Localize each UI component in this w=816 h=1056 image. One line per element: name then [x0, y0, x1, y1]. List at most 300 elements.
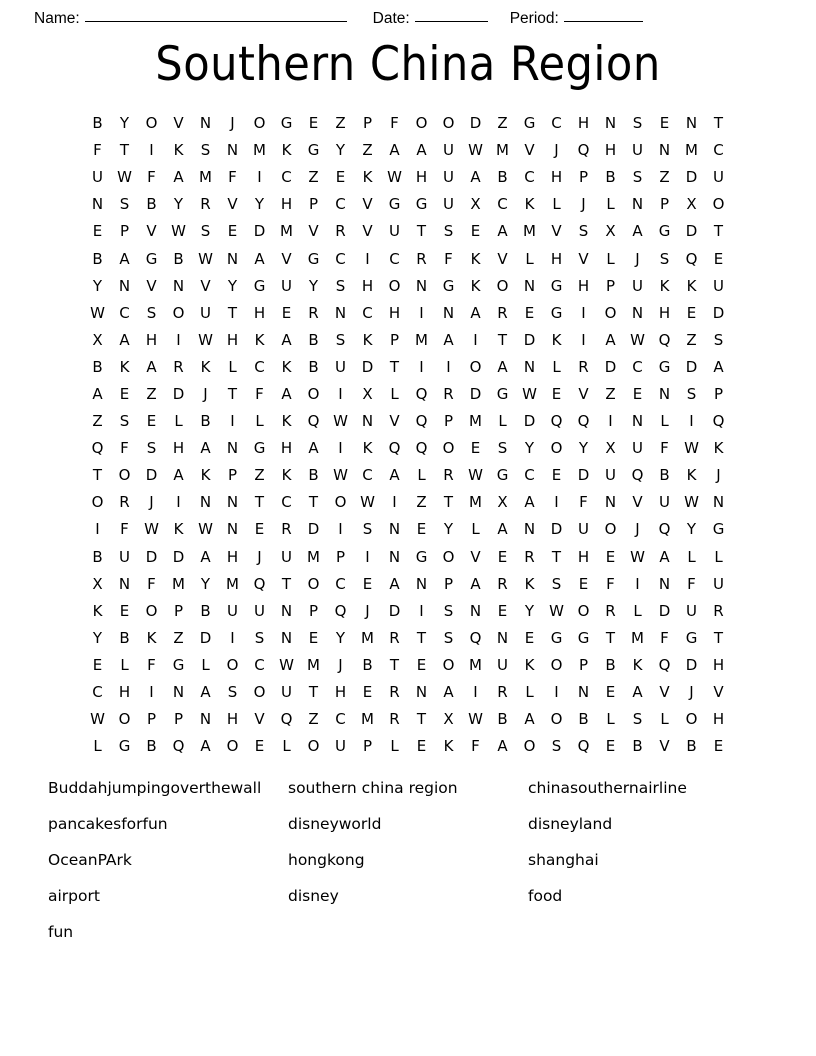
grid-cell[interactable]: V [146, 222, 157, 241]
grid-cell[interactable]: C [551, 114, 562, 133]
grid-cell[interactable]: R [497, 574, 508, 593]
grid-cell[interactable]: T [551, 547, 562, 566]
grid-cell[interactable]: O [118, 466, 131, 485]
grid-cell[interactable]: P [389, 330, 400, 349]
grid-cell[interactable]: B [578, 710, 589, 729]
grid-cell[interactable]: T [713, 222, 724, 241]
grid-cell[interactable]: K [524, 195, 535, 214]
grid-cell[interactable]: W [684, 493, 699, 512]
word-list-item[interactable]: shanghai [528, 851, 599, 869]
grid-cell[interactable]: E [605, 737, 616, 756]
grid-cell[interactable]: A [119, 249, 130, 268]
grid-cell[interactable]: F [147, 655, 156, 674]
grid-cell[interactable]: R [389, 683, 400, 702]
grid-cell[interactable]: F [660, 439, 669, 458]
grid-cell[interactable]: I [176, 493, 181, 512]
grid-cell[interactable]: C [524, 466, 535, 485]
grid-cell[interactable]: V [281, 249, 292, 268]
grid-cell[interactable]: V [713, 683, 724, 702]
grid-cell[interactable]: Q [388, 439, 401, 458]
grid-cell[interactable]: A [443, 330, 454, 349]
grid-cell[interactable]: H [577, 276, 590, 295]
grid-cell[interactable]: L [525, 683, 534, 702]
grid-cell[interactable]: X [470, 195, 481, 214]
grid-cell[interactable]: N [91, 195, 104, 214]
grid-cell[interactable]: E [92, 655, 103, 674]
grid-cell[interactable]: J [689, 683, 694, 702]
grid-cell[interactable]: E [146, 412, 157, 431]
grid-cell[interactable]: P [713, 384, 724, 403]
grid-cell[interactable]: Y [119, 114, 130, 133]
grid-cell[interactable]: N [658, 574, 671, 593]
grid-cell[interactable]: E [605, 683, 616, 702]
name-write-line[interactable] [85, 21, 347, 22]
grid-cell[interactable]: C [119, 303, 130, 322]
grid-cell[interactable]: K [443, 737, 454, 756]
period-write-line[interactable] [564, 21, 643, 22]
grid-cell[interactable]: W [630, 547, 645, 566]
grid-cell[interactable]: N [172, 276, 185, 295]
grid-cell[interactable]: Z [335, 114, 346, 133]
grid-cell[interactable]: K [713, 439, 724, 458]
grid-cell[interactable]: L [417, 466, 426, 485]
grid-cell[interactable]: H [550, 168, 563, 187]
grid-cell[interactable]: U [281, 683, 292, 702]
grid-cell[interactable]: L [714, 547, 723, 566]
grid-cell[interactable]: P [308, 601, 319, 620]
grid-cell[interactable]: N [199, 493, 212, 512]
grid-cell[interactable]: D [361, 357, 374, 376]
grid-cell[interactable]: A [281, 384, 292, 403]
grid-cell[interactable]: Z [173, 628, 184, 647]
grid-cell[interactable]: M [361, 628, 374, 647]
grid-cell[interactable]: V [578, 384, 589, 403]
grid-cell[interactable]: B [92, 547, 103, 566]
grid-cell[interactable]: S [551, 737, 562, 756]
grid-cell[interactable]: V [308, 222, 319, 241]
grid-cell[interactable]: Y [524, 601, 535, 620]
grid-cell[interactable]: N [604, 114, 617, 133]
grid-cell[interactable]: R [497, 683, 508, 702]
grid-cell[interactable]: U [713, 276, 724, 295]
grid-cell[interactable]: Q [577, 737, 590, 756]
grid-cell[interactable]: K [281, 141, 292, 160]
grid-cell[interactable]: J [203, 384, 208, 403]
grid-cell[interactable]: N [199, 710, 212, 729]
grid-cell[interactable]: D [388, 601, 401, 620]
grid-cell[interactable]: W [468, 710, 483, 729]
grid-cell[interactable]: E [470, 222, 481, 241]
grid-cell[interactable]: H [172, 439, 185, 458]
grid-cell[interactable]: J [716, 466, 721, 485]
grid-cell[interactable]: M [280, 222, 293, 241]
grid-cell[interactable]: E [254, 520, 265, 539]
grid-cell[interactable]: V [524, 141, 535, 160]
grid-cell[interactable]: E [497, 547, 508, 566]
grid-cell[interactable]: M [226, 574, 239, 593]
grid-cell[interactable]: B [308, 330, 319, 349]
grid-cell[interactable]: W [144, 520, 159, 539]
grid-cell[interactable]: H [280, 439, 293, 458]
grid-cell[interactable]: T [713, 114, 724, 133]
grid-cell[interactable]: R [443, 384, 454, 403]
grid-cell[interactable]: W [90, 710, 105, 729]
grid-cell[interactable]: U [443, 195, 454, 214]
grid-cell[interactable]: V [227, 195, 238, 214]
grid-cell[interactable]: O [118, 710, 131, 729]
grid-cell[interactable]: V [551, 222, 562, 241]
grid-cell[interactable]: S [551, 574, 562, 593]
grid-cell[interactable]: S [713, 330, 724, 349]
grid-cell[interactable]: I [581, 330, 586, 349]
grid-cell[interactable]: B [200, 601, 211, 620]
grid-cell[interactable]: I [473, 330, 478, 349]
grid-cell[interactable]: V [254, 710, 265, 729]
grid-cell[interactable]: A [659, 547, 670, 566]
grid-cell[interactable]: O [712, 195, 725, 214]
grid-cell[interactable]: N [523, 357, 536, 376]
word-list-item[interactable]: southern china region [288, 779, 458, 797]
grid-cell[interactable]: G [523, 114, 536, 133]
grid-cell[interactable]: N [415, 574, 428, 593]
grid-cell[interactable]: K [524, 655, 535, 674]
grid-cell[interactable]: B [308, 466, 319, 485]
grid-cell[interactable]: T [416, 222, 427, 241]
grid-cell[interactable]: M [496, 141, 509, 160]
grid-cell[interactable]: J [257, 547, 262, 566]
grid-cell[interactable]: N [226, 249, 239, 268]
grid-cell[interactable]: S [443, 628, 454, 647]
grid-cell[interactable]: A [497, 222, 508, 241]
grid-cell[interactable]: C [335, 710, 346, 729]
grid-cell[interactable]: P [119, 222, 130, 241]
grid-cell[interactable]: C [632, 357, 643, 376]
grid-cell[interactable]: H [604, 141, 617, 160]
grid-cell[interactable]: O [442, 439, 455, 458]
grid-cell[interactable]: F [120, 520, 129, 539]
grid-cell[interactable]: F [255, 384, 264, 403]
word-list-item[interactable]: disney [288, 887, 339, 905]
grid-cell[interactable]: U [713, 574, 724, 593]
grid-cell[interactable]: H [253, 303, 266, 322]
grid-cell[interactable]: L [660, 710, 669, 729]
grid-cell[interactable]: Z [362, 141, 373, 160]
grid-cell[interactable]: Z [92, 412, 103, 431]
grid-cell[interactable]: U [443, 168, 454, 187]
grid-cell[interactable]: I [176, 330, 181, 349]
grid-cell[interactable]: Z [146, 384, 157, 403]
grid-cell[interactable]: C [524, 168, 535, 187]
grid-cell[interactable]: F [147, 168, 156, 187]
grid-cell[interactable]: C [281, 493, 292, 512]
grid-cell[interactable]: T [308, 493, 319, 512]
grid-cell[interactable]: E [524, 628, 535, 647]
grid-cell[interactable]: N [658, 141, 671, 160]
grid-cell[interactable]: L [174, 412, 183, 431]
grid-cell[interactable]: Q [685, 249, 698, 268]
grid-cell[interactable]: D [469, 114, 482, 133]
grid-cell[interactable]: B [200, 412, 211, 431]
grid-cell[interactable]: F [579, 493, 588, 512]
grid-cell[interactable]: U [605, 466, 616, 485]
grid-cell[interactable]: D [469, 384, 482, 403]
grid-cell[interactable]: O [253, 114, 266, 133]
grid-cell[interactable]: S [119, 195, 130, 214]
grid-cell[interactable]: V [362, 195, 373, 214]
grid-cell[interactable]: N [118, 574, 131, 593]
grid-cell[interactable]: N [658, 384, 671, 403]
grid-cell[interactable]: N [388, 547, 401, 566]
grid-cell[interactable]: P [173, 601, 184, 620]
grid-cell[interactable]: S [146, 439, 157, 458]
grid-cell[interactable]: R [389, 628, 400, 647]
grid-cell[interactable]: L [498, 412, 507, 431]
grid-cell[interactable]: Q [658, 330, 671, 349]
grid-cell[interactable]: I [338, 520, 343, 539]
grid-cell[interactable]: I [257, 168, 262, 187]
grid-cell[interactable]: W [171, 222, 186, 241]
grid-cell[interactable]: H [550, 249, 563, 268]
grid-cell[interactable]: T [227, 384, 238, 403]
grid-cell[interactable]: N [280, 628, 293, 647]
grid-cell[interactable]: H [415, 168, 428, 187]
grid-cell[interactable]: E [308, 114, 319, 133]
word-list-item[interactable]: disneyworld [288, 815, 382, 833]
grid-cell[interactable]: X [686, 195, 697, 214]
grid-cell[interactable]: W [630, 330, 645, 349]
grid-cell[interactable]: A [497, 737, 508, 756]
grid-cell[interactable]: M [253, 141, 266, 160]
grid-cell[interactable]: X [497, 493, 508, 512]
grid-cell[interactable]: N [631, 195, 644, 214]
grid-cell[interactable]: D [145, 466, 158, 485]
grid-cell[interactable]: G [577, 628, 590, 647]
grid-cell[interactable]: Q [280, 710, 293, 729]
grid-cell[interactable]: O [226, 655, 239, 674]
grid-cell[interactable]: B [497, 710, 508, 729]
grid-cell[interactable]: E [551, 384, 562, 403]
grid-cell[interactable]: M [361, 710, 374, 729]
grid-cell[interactable]: A [605, 330, 616, 349]
grid-cell[interactable]: O [307, 737, 320, 756]
grid-cell[interactable]: D [550, 520, 563, 539]
grid-cell[interactable]: L [606, 195, 615, 214]
grid-cell[interactable]: H [361, 276, 374, 295]
grid-cell[interactable]: G [685, 628, 698, 647]
grid-cell[interactable]: T [389, 655, 400, 674]
grid-cell[interactable]: X [92, 574, 103, 593]
grid-cell[interactable]: G [550, 303, 563, 322]
grid-cell[interactable]: P [443, 574, 454, 593]
grid-cell[interactable]: S [686, 384, 697, 403]
grid-cell[interactable]: Q [577, 412, 590, 431]
word-list-item[interactable]: chinasouthernairline [528, 779, 687, 797]
grid-cell[interactable]: W [198, 249, 213, 268]
grid-cell[interactable]: V [659, 683, 670, 702]
grid-cell[interactable]: Q [658, 520, 671, 539]
grid-cell[interactable]: M [631, 628, 644, 647]
grid-cell[interactable]: X [605, 222, 616, 241]
grid-cell[interactable]: A [200, 547, 211, 566]
grid-cell[interactable]: F [228, 168, 237, 187]
grid-cell[interactable]: K [119, 357, 130, 376]
grid-cell[interactable]: D [523, 412, 536, 431]
grid-cell[interactable]: Q [172, 737, 185, 756]
grid-cell[interactable]: D [685, 222, 698, 241]
grid-cell[interactable]: N [280, 601, 293, 620]
grid-cell[interactable]: V [659, 737, 670, 756]
grid-cell[interactable]: Y [335, 628, 346, 647]
grid-cell[interactable]: L [120, 655, 129, 674]
grid-cell[interactable]: D [523, 330, 536, 349]
grid-cell[interactable]: W [387, 168, 402, 187]
grid-cell[interactable]: N [415, 683, 428, 702]
grid-cell[interactable]: P [362, 737, 373, 756]
grid-cell[interactable]: M [307, 547, 320, 566]
grid-cell[interactable]: G [118, 737, 131, 756]
grid-cell[interactable]: N [388, 520, 401, 539]
grid-cell[interactable]: E [497, 601, 508, 620]
grid-cell[interactable]: H [226, 330, 239, 349]
grid-cell[interactable]: P [227, 466, 238, 485]
grid-cell[interactable]: R [119, 493, 130, 512]
grid-cell[interactable]: P [578, 168, 589, 187]
grid-cell[interactable]: O [307, 384, 320, 403]
grid-cell[interactable]: E [119, 384, 130, 403]
grid-cell[interactable]: T [443, 493, 454, 512]
grid-cell[interactable]: C [254, 655, 265, 674]
grid-cell[interactable]: L [471, 520, 480, 539]
grid-cell[interactable]: G [550, 628, 563, 647]
grid-cell[interactable]: W [468, 466, 483, 485]
grid-cell[interactable]: I [689, 412, 694, 431]
grid-cell[interactable]: R [200, 195, 211, 214]
grid-cell[interactable]: U [659, 493, 670, 512]
grid-cell[interactable]: V [497, 249, 508, 268]
grid-cell[interactable]: G [712, 520, 725, 539]
grid-cell[interactable]: U [254, 601, 265, 620]
grid-cell[interactable]: N [415, 276, 428, 295]
grid-cell[interactable]: R [335, 222, 346, 241]
grid-cell[interactable]: U [335, 357, 346, 376]
grid-cell[interactable]: N [172, 683, 185, 702]
grid-cell[interactable]: W [522, 384, 537, 403]
grid-cell[interactable]: M [199, 168, 212, 187]
grid-cell[interactable]: R [713, 601, 724, 620]
grid-cell[interactable]: H [388, 303, 401, 322]
grid-cell[interactable]: U [227, 601, 238, 620]
grid-cell[interactable]: N [712, 493, 725, 512]
grid-cell[interactable]: L [552, 357, 561, 376]
grid-cell[interactable]: O [577, 601, 590, 620]
grid-cell[interactable]: W [117, 168, 132, 187]
grid-cell[interactable]: K [173, 141, 184, 160]
grid-cell[interactable]: B [686, 737, 697, 756]
grid-cell[interactable]: U [200, 303, 211, 322]
grid-cell[interactable]: H [226, 547, 239, 566]
grid-cell[interactable]: H [280, 195, 293, 214]
grid-cell[interactable]: A [254, 249, 265, 268]
grid-cell[interactable]: O [172, 303, 185, 322]
grid-cell[interactable]: M [415, 330, 428, 349]
grid-cell[interactable]: A [470, 303, 481, 322]
grid-cell[interactable]: A [497, 357, 508, 376]
grid-cell[interactable]: U [281, 276, 292, 295]
grid-cell[interactable]: E [713, 737, 724, 756]
word-list-item[interactable]: pancakesforfun [48, 815, 168, 833]
grid-cell[interactable]: X [443, 710, 454, 729]
grid-cell[interactable]: A [173, 168, 184, 187]
grid-cell[interactable]: B [146, 195, 157, 214]
grid-cell[interactable]: Q [550, 412, 563, 431]
grid-cell[interactable]: L [606, 249, 615, 268]
grid-cell[interactable]: V [362, 222, 373, 241]
grid-cell[interactable]: L [633, 601, 642, 620]
grid-cell[interactable]: Q [415, 384, 428, 403]
grid-cell[interactable]: N [118, 276, 131, 295]
grid-cell[interactable]: S [335, 276, 346, 295]
grid-cell[interactable]: U [119, 547, 130, 566]
grid-cell[interactable]: P [173, 710, 184, 729]
grid-cell[interactable]: C [335, 574, 346, 593]
grid-cell[interactable]: L [228, 357, 237, 376]
grid-cell[interactable]: I [419, 601, 424, 620]
grid-cell[interactable]: D [172, 547, 185, 566]
grid-cell[interactable]: R [578, 357, 589, 376]
grid-cell[interactable]: J [635, 520, 640, 539]
grid-cell[interactable]: K [200, 357, 211, 376]
grid-cell[interactable]: S [632, 168, 643, 187]
grid-cell[interactable]: W [279, 655, 294, 674]
grid-cell[interactable]: S [578, 222, 589, 241]
grid-cell[interactable]: T [416, 628, 427, 647]
grid-cell[interactable]: K [146, 628, 157, 647]
grid-cell[interactable]: D [712, 303, 725, 322]
grid-cell[interactable]: U [389, 222, 400, 241]
grid-cell[interactable]: N [199, 114, 212, 133]
grid-cell[interactable]: Q [415, 439, 428, 458]
grid-cell[interactable]: I [419, 303, 424, 322]
grid-cell[interactable]: W [468, 141, 483, 160]
grid-cell[interactable]: E [92, 222, 103, 241]
grid-cell[interactable]: K [524, 574, 535, 593]
grid-cell[interactable]: V [200, 276, 211, 295]
grid-cell[interactable]: U [335, 737, 346, 756]
grid-cell[interactable]: R [308, 303, 319, 322]
grid-cell[interactable]: I [635, 574, 640, 593]
grid-cell[interactable]: F [660, 628, 669, 647]
grid-cell[interactable]: T [92, 466, 103, 485]
grid-cell[interactable]: W [198, 330, 213, 349]
grid-cell[interactable]: A [200, 737, 211, 756]
grid-cell[interactable]: I [365, 547, 370, 566]
grid-cell[interactable]: C [389, 249, 400, 268]
grid-cell[interactable]: O [469, 357, 482, 376]
grid-cell[interactable]: Y [173, 195, 184, 214]
grid-cell[interactable]: Z [686, 330, 697, 349]
grid-cell[interactable]: A [632, 222, 643, 241]
grid-cell[interactable]: W [90, 303, 105, 322]
grid-cell[interactable]: A [470, 168, 481, 187]
grid-cell[interactable]: M [685, 141, 698, 160]
grid-cell[interactable]: S [146, 303, 157, 322]
grid-cell[interactable]: P [362, 114, 373, 133]
grid-cell[interactable]: D [685, 357, 698, 376]
grid-cell[interactable]: S [497, 439, 508, 458]
grid-cell[interactable]: G [307, 249, 320, 268]
grid-cell[interactable]: P [308, 195, 319, 214]
grid-cell[interactable]: E [686, 303, 697, 322]
